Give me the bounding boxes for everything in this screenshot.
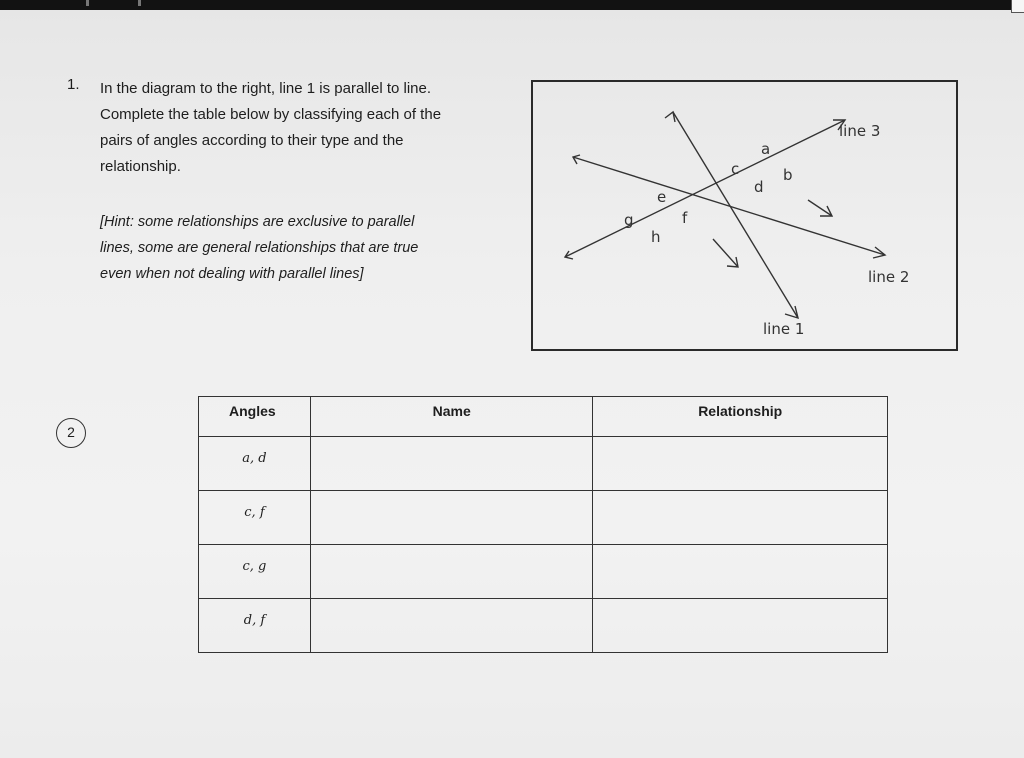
angle-pair-cell: a, d xyxy=(199,437,311,491)
line-1-label: line 1 xyxy=(763,320,805,338)
prompt-line: Complete the table below by classifying each of the xyxy=(100,106,442,123)
angle-pair-cell: d, f xyxy=(199,599,311,653)
header-angles: Angles xyxy=(199,397,311,437)
name-cell[interactable] xyxy=(310,491,592,545)
angle-pair-cell: c, g xyxy=(199,545,311,599)
line-1-extension xyxy=(713,239,738,267)
angle-label-d: d xyxy=(754,178,764,196)
name-cell[interactable] xyxy=(310,545,592,599)
question-prompt xyxy=(100,76,520,180)
line-3 xyxy=(565,120,845,257)
top-bar-tick xyxy=(86,0,89,6)
relationship-cell[interactable] xyxy=(593,437,888,491)
table-header-row xyxy=(199,397,888,437)
angle-label-g: g xyxy=(624,211,634,229)
line-2 xyxy=(573,157,885,255)
table-row xyxy=(199,437,888,491)
line-2-label: line 2 xyxy=(868,268,910,286)
angle-label-f: f xyxy=(682,209,688,227)
hint-line: lines, some are general relationships that are true xyxy=(100,240,419,256)
line-3-label: line 3 xyxy=(839,122,881,140)
angle-label-b: b xyxy=(783,166,793,184)
prompt-line: relationship. xyxy=(100,158,181,175)
line-1 xyxy=(673,112,798,318)
table-row xyxy=(199,599,888,653)
table-row xyxy=(199,545,888,599)
prompt-line: In the diagram to the right, line 1 is parallel to line. xyxy=(100,80,432,97)
question-number: 1. xyxy=(67,76,80,93)
parallel-lines-diagram xyxy=(531,80,958,351)
hint-line: [Hint: some relationships are exclusive to parallel xyxy=(100,214,415,230)
name-cell[interactable] xyxy=(310,437,592,491)
angle-label-a: a xyxy=(761,140,771,158)
line-1-arrow-start xyxy=(665,112,675,122)
angle-pair-cell: c, f xyxy=(199,491,311,545)
angle-label-h: h xyxy=(651,228,661,246)
name-cell[interactable] xyxy=(310,599,592,653)
corner-tab xyxy=(1011,0,1024,13)
top-bar-tick xyxy=(138,0,141,6)
angle-label-c: c xyxy=(731,160,740,178)
relationship-cell[interactable] xyxy=(593,545,888,599)
header-name: Name xyxy=(310,397,592,437)
diagram-svg xyxy=(533,82,960,353)
hint-line: even when not dealing with parallel lines] xyxy=(100,266,364,282)
relationship-cell[interactable] xyxy=(593,599,888,653)
relationship-cell[interactable] xyxy=(593,491,888,545)
angle-label-e: e xyxy=(657,188,667,206)
screen-top-bar xyxy=(0,0,1024,10)
section-marker: 2 xyxy=(56,418,86,448)
hint-text xyxy=(100,209,520,287)
header-relationship: Relationship xyxy=(593,397,888,437)
angles-table xyxy=(198,396,888,653)
prompt-line: pairs of angles according to their type and the xyxy=(100,132,404,149)
table-row xyxy=(199,491,888,545)
